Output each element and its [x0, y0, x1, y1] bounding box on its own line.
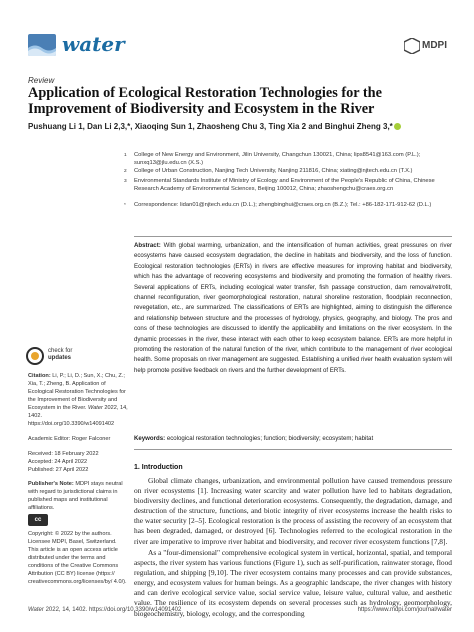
citation: Citation: Li, P.; Li, D.; Sun, X.; Chu, Z.; Xia, T.; Zheng, B. Application of Ecological Restoration Technologies for the Improvement of Biodiversity and Ecosystem in the River. Water 2022, 14, 1402. https://doi.org/10.3390/w14091402	[28, 373, 128, 427]
intro-paragraph-2: As a "four-dimensional" comprehensive ecological system in vertical, horizontal, spatial, and temporal aspects, the river system has various functions (Figure 1), such as self-purification, rainwater storage, flood regulation, and shipping [9,10]. The river ecosystem contains many processes and can provide substances, energy, and ecosystem values for human beings. As a geographic landscape, the river changes with history and can derive ecological service value, social service value, leisure value, cultural value, and aesthetic value. The resilience of its ecosystem depends on several processes such as hydrology, geomorphology, biogeochemistry, biology, ecology, and the corresponding	[134, 548, 452, 618]
mdpi-logo-icon	[404, 38, 420, 54]
cc-license-icon[interactable]: cc	[28, 514, 48, 526]
author-list	[28, 122, 448, 131]
section-heading: 1. Introduction	[134, 464, 183, 471]
correspondence: * Correspondence: lidan01@njtech.edu.cn (D.L.); zhengbinghui@craes.org.cn (B.Z.); Tel.: +86-182-171-912-62 (D.L.)	[124, 202, 432, 208]
affiliation-1: 1 College of New Energy and Environment, Jilin University, Changchun 130021, China; lips8541@163.com (P.L.); sunxq13@jlu.edu.cn (X.S.)	[124, 152, 421, 166]
keywords	[134, 435, 452, 442]
footer-citation: Water 2022, 14, 1402. https://doi.org/10.3390/w14091402	[28, 607, 182, 613]
published-date: Published: 27 April 2022	[28, 467, 89, 473]
footer-journal-link[interactable]: https://www.mdpi.com/journal/water	[357, 607, 452, 613]
affiliation-3: 3 Environmental Standards Institute of Ministry of Ecology and Environment of the People's Republic of China, Chinese Research Academy of Environmental Sciences, Beijing 100012, China; zhaoshengchu@craes.org.cn	[124, 178, 435, 192]
abstract-top-rule	[134, 236, 452, 237]
journal-name[interactable]: water	[62, 32, 125, 56]
copyright-notice: Copyright: © 2022 by the authors. Licensee MDPI, Basel, Switzerland. This article is an open access article distributed under the terms and conditions of the Creative Commons Attribution (CC BY) license (https:// creativecommons.org/licenses/by/ 4.0/).	[28, 531, 127, 585]
orcid-icon[interactable]	[394, 123, 401, 130]
article-title: Application of Ecological Restoration Technologies for the Improvement of Biodiversity and Ecosystem in the River	[28, 85, 382, 117]
accepted-date: Accepted: 24 April 2022	[28, 459, 88, 465]
abstract	[134, 241, 452, 376]
abstract-text: With global warming, urbanization, and the intensification of human activities, great pressures on river ecosystems have caused ecosystem degradation, the decline in habitats and biodiversity, and the loss of function. Ecological restoration technologies (ERTs) in rivers are effective measures for improving habitat and biodiversity, which has the advantage of recovering ecosystems and biodiversity and promoting the formation of healthy rivers. Several applications of ERTs, including ecological water transfer, fish passage construction, dam removal/retrofit, channel reconfiguration, river geomorphological restoration, natural shoreline restoration, floodplain reconnection, revegetation, etc., are summarized. The classifications of ERTs are highlighted, aiming to distinguish the difference and relationship between structure and the processes of hydrology, physics, geography, and biology. The pros and cons of these technologies are discussed to identify the applicability and limitations on the river ecosystem. In the dynamic processes in the river, these interact with each other to keep ecosystem balance. ERTs are more helpful in promoting the restoration of the natural function of the river, which contribute to the management of river ecological health. Some proposals on river management are suggested. Establishing a unified river health evaluation system will help promote positive feedback on rivers and the further development of ERTs.	[134, 242, 452, 374]
water-logo-icon	[28, 34, 56, 56]
mdpi-logo[interactable]	[404, 36, 448, 56]
article-type: Review	[28, 76, 55, 85]
journal-header	[28, 30, 448, 70]
authors-text: Pushuang Li 1, Dan Li 2,3,*, Xiaoqing Sun 1, Zhaosheng Chu 3, Ting Xia 2 and Binghui Zheng 3,*	[28, 122, 393, 131]
mdpi-logo-text: MDPI	[422, 40, 447, 51]
check-updates-icon	[26, 347, 44, 365]
keywords-text: ecological restoration technologies; function; biodiversity; ecosystem; habitat	[166, 435, 374, 442]
check-for-updates-button[interactable]: check for updates	[26, 347, 86, 367]
academic-editor: Academic Editor: Roger Falconer	[28, 436, 111, 442]
abstract-label: Abstract:	[134, 242, 161, 249]
intro-paragraph-1: Global climate changes, urbanization, and environmental pollution have caused tremendous pressure on river ecosystems [1]. Increasing water scarcity and water pollution have led to habitats degradation, biodiversity declines, and functional deterioration ecosystems. Consequently, the degradation, damage, and destruction of the structure, functions, and biotic integrity of river ecosystems increase the health risks to the water security [2–5]. Ecological restoration is the process of assisting the recovery of an ecosystem that has been degraded, damaged, or destroyed [6]. Technologies referred to the ecological restoration in the river are imperative to improve river habitat and biodiversity, and recover river ecosystem functions [7,8].	[134, 476, 452, 546]
abstract-bottom-rule	[134, 449, 452, 450]
publisher-note: Publisher's Note: MDPI stays neutral with regard to jurisdictional claims in published maps and institutional affiliations.	[28, 481, 123, 511]
keywords-label: Keywords:	[134, 435, 166, 442]
affiliation-2: 2 College of Urban Construction, Nanjing Tech University, Nanjing 211816, China; xiating@njtech.edu.cn (T.X.)	[124, 168, 413, 174]
citation-doi-link[interactable]: 2022, 14, 1402. https://doi.org/10.3390/w14091402	[28, 405, 128, 427]
received-date: Received: 18 February 2022	[28, 451, 99, 457]
